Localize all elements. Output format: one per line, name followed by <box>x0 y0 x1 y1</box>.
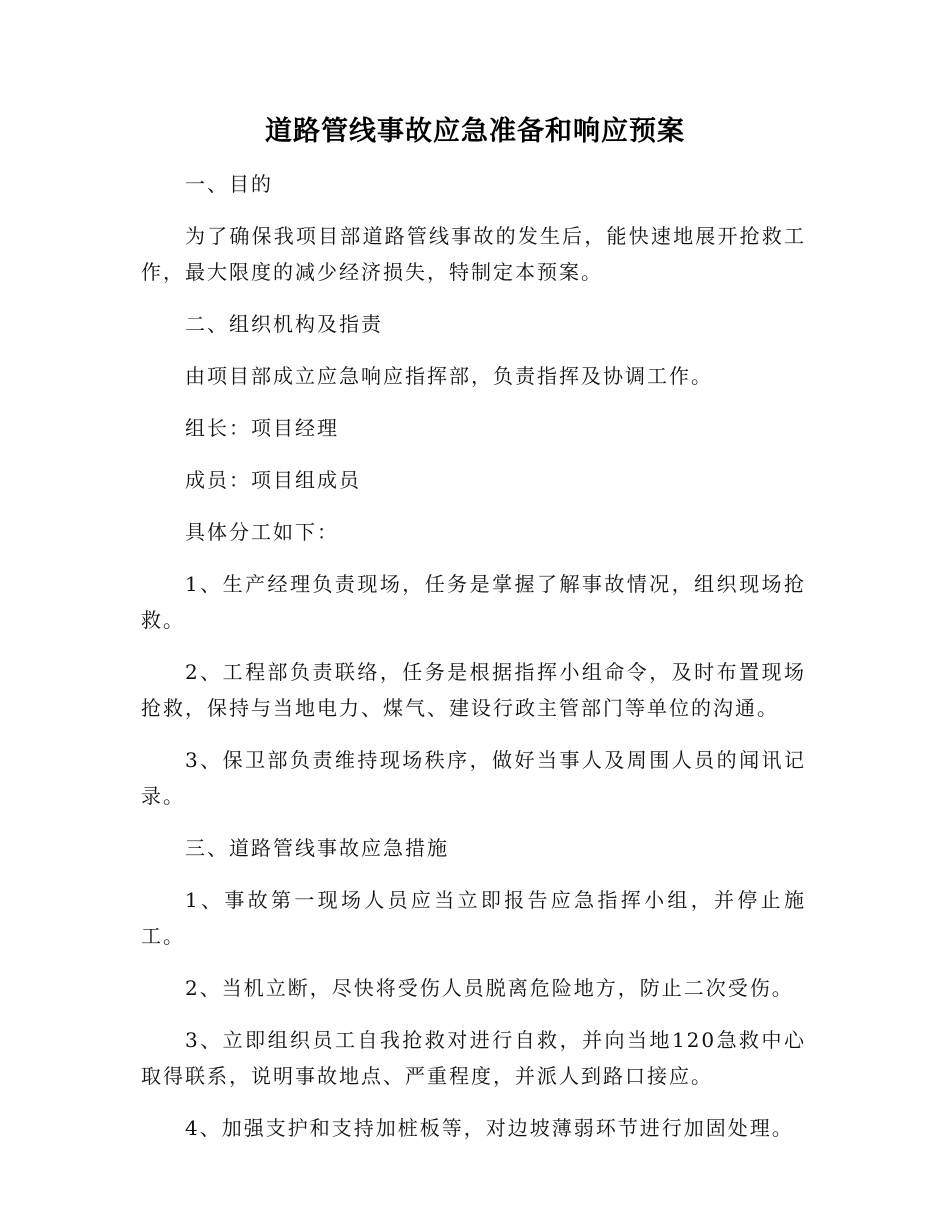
list-item-security-department: 3、保卫部负责维持现场秩序，做好当事人及周围人员的闻讯记录。 <box>141 748 806 808</box>
section-heading-organization: 二、组织机构及指责 <box>185 312 383 336</box>
list-item-self-rescue: 3、立即组织员工自我抢救对进行自救，并向当地120急救中心取得联系，说明事故地点、严重程度，并派人到路口接应。 <box>141 1028 806 1088</box>
list-item-engineering-department: 2、工程部负责联络，任务是根据指挥小组命令，及时布置现场抢救，保持与当地电力、煤气、建设行政主管部门等单位的沟通。 <box>141 660 806 720</box>
list-item-report-immediately: 1、事故第一现场人员应当立即报告应急指挥小组，并停止施工。 <box>141 888 806 948</box>
paragraph-team-members: 成员：项目组成员 <box>185 468 361 492</box>
document-body <box>141 166 806 1162</box>
list-item-evacuate-injured: 2、当机立断，尽快将受伤人员脱离危险地方，防止二次受伤。 <box>185 976 794 1000</box>
document-title: 道路管线事故应急准备和响应预案 <box>265 116 685 147</box>
paragraph-command-center: 由项目部成立应急响应指挥部，负责指挥及协调工作。 <box>185 364 713 388</box>
section-heading-purpose: 一、目的 <box>185 172 273 196</box>
section-heading-emergency-measures: 三、道路管线事故应急措施 <box>185 836 449 860</box>
paragraph-division-of-labor: 具体分工如下： <box>185 520 339 544</box>
list-item-production-manager: 1、生产经理负责现场，任务是掌握了解事故情况，组织现场抢救。 <box>141 572 806 632</box>
list-item-reinforce-support: 4、加强支护和支持加桩板等，对边坡薄弱环节进行加固处理。 <box>185 1116 794 1140</box>
paragraph-purpose: 为了确保我项目部道路管线事故的发生后，能快速地展开抢救工作，最大限度的减少经济损失，特制定本预案。 <box>141 224 806 284</box>
paragraph-team-leader: 组长：项目经理 <box>185 416 339 440</box>
